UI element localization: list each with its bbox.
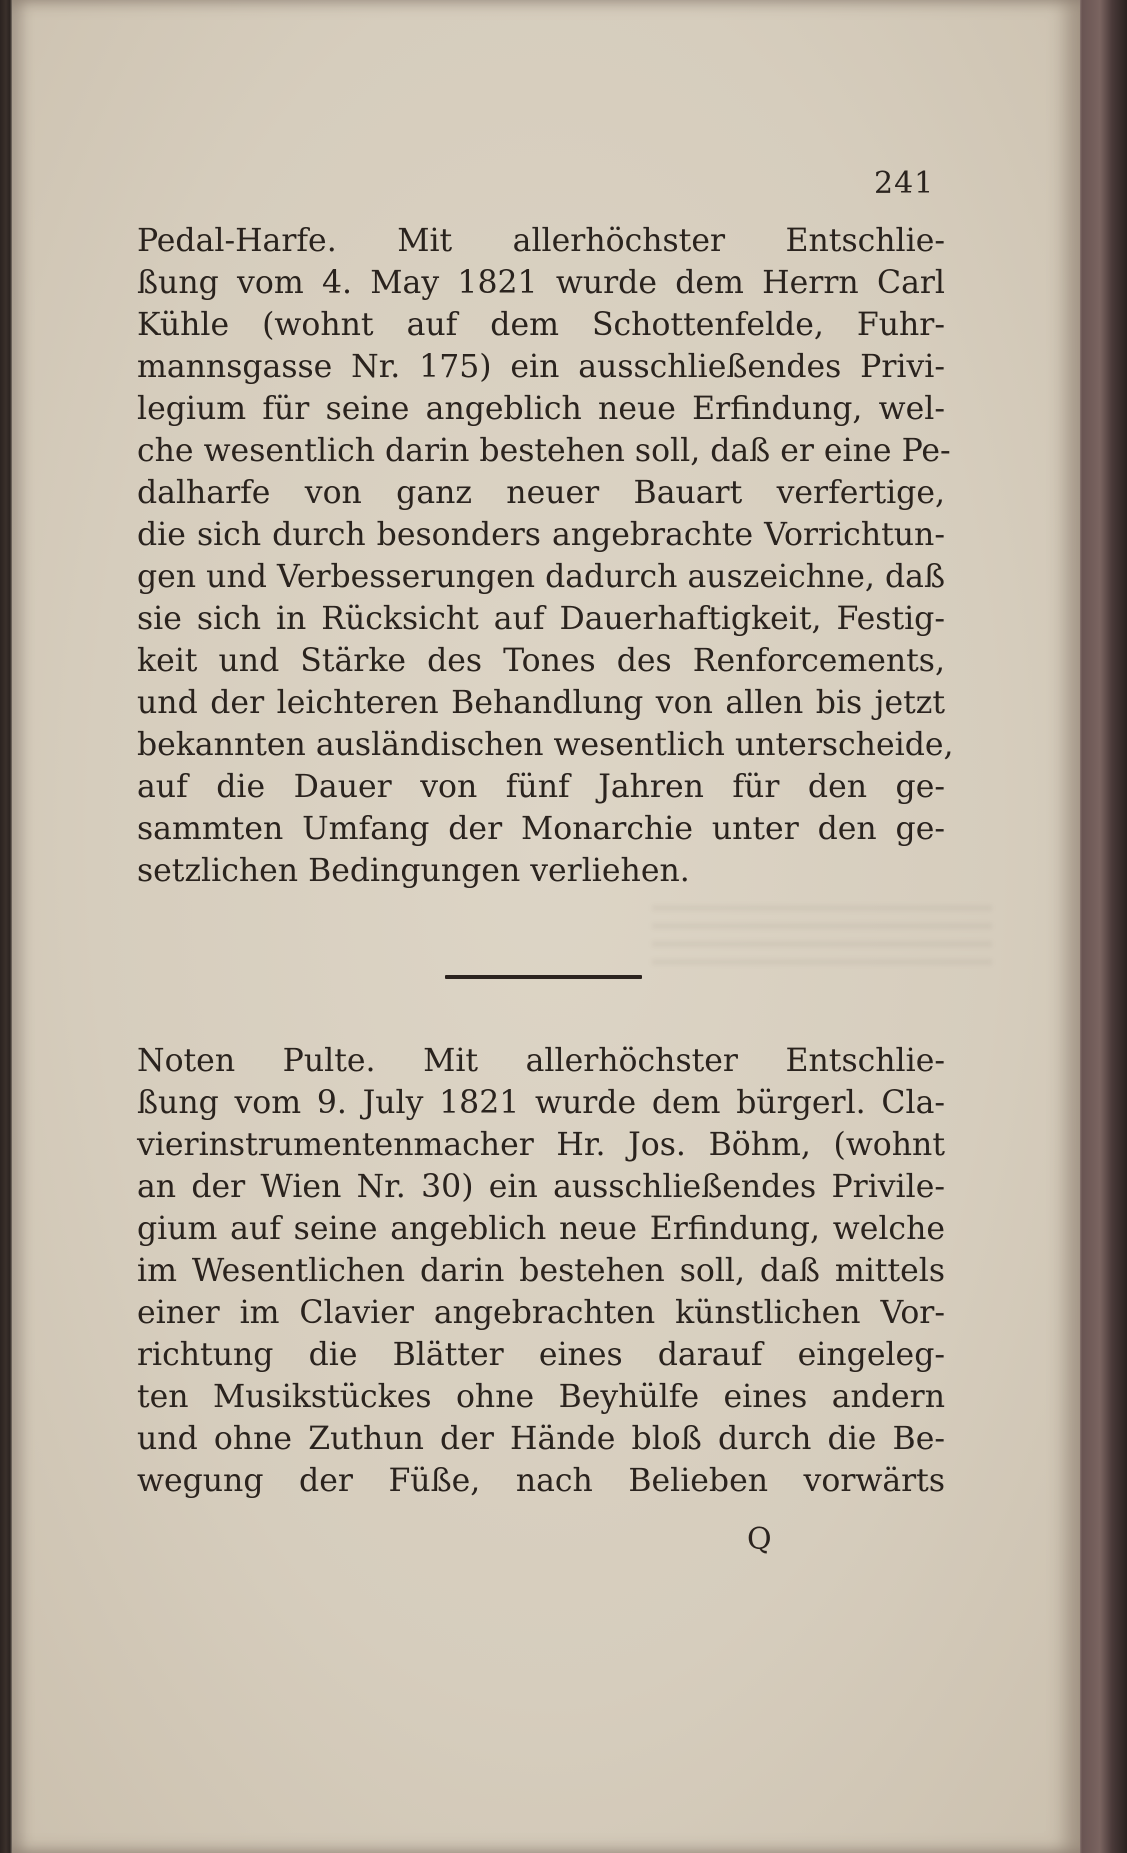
text-line: che wesentlich darin bestehen soll, daß er eine Pe- xyxy=(137,433,951,469)
text-line: sie sich in Rücksicht auf Dauerhaftigkeit, Festig- xyxy=(137,601,945,637)
text-line: und ohne Zuthun der Hände bloß durch die Be- xyxy=(137,1421,945,1457)
text-line: ten Musikstückes ohne Beyhülfe eines andern xyxy=(137,1379,945,1415)
text-line: einer im Clavier angebrachten künstlichen Vor- xyxy=(137,1295,945,1331)
text-line: gen und Verbesserungen dadurch auszeichne, daß xyxy=(137,559,945,595)
text-line: die sich durch besonders angebrachte Vorrichtun- xyxy=(137,517,945,553)
text-line: an der Wien Nr. 30) ein ausschließendes Privile- xyxy=(137,1169,945,1205)
entry-noten-pulte xyxy=(137,1040,945,1502)
text-line: gium auf seine angeblich neue Erfindung, welche xyxy=(137,1211,945,1247)
text-line: im Wesentlichen darin bestehen soll, daß mittels xyxy=(137,1253,945,1289)
text-line: ßung vom 9. July 1821 wurde dem bürgerl. Cla- xyxy=(137,1085,945,1121)
text-line: mannsgasse Nr. 175) ein ausschließendes Privi- xyxy=(137,349,945,385)
text-line: bekannten ausländischen wesentlich unterscheide, xyxy=(137,727,954,763)
text-line: legium für seine angeblich neue Erfindung, wel- xyxy=(137,391,945,427)
text-line: dalharfe von ganz neuer Bauart verfertige, xyxy=(137,475,945,511)
page-number: 241 xyxy=(874,166,935,201)
text-line: ßung vom 4. May 1821 wurde dem Herrn Carl xyxy=(137,265,945,301)
section-divider xyxy=(445,975,642,979)
text-line: Noten Pulte. Mit allerhöchster Entschlie- xyxy=(137,1043,945,1079)
text-line: und der leichteren Behandlung von allen bis jetzt xyxy=(137,685,945,721)
text-line: Kühle (wohnt auf dem Schottenfelde, Fuhr- xyxy=(137,307,945,343)
text-line: wegung der Füße, nach Belieben vorwärts xyxy=(137,1463,945,1499)
text-line: vierinstrumentenmacher Hr. Jos. Böhm, (wohnt xyxy=(137,1127,945,1163)
text-line: auf die Dauer von fünf Jahren für den ge- xyxy=(137,769,945,805)
text-line: setzlichen Bedingungen verliehen. xyxy=(137,853,690,889)
entry-pedal-harfe xyxy=(137,220,954,892)
text-line: sammten Umfang der Monarchie unter den ge- xyxy=(137,811,945,847)
bleed-through-texture xyxy=(652,895,992,965)
page-sheet xyxy=(12,0,1080,1853)
text-line: richtung die Blätter eines darauf eingeleg- xyxy=(137,1337,945,1373)
signature-mark: Q xyxy=(747,1522,772,1557)
text-line: keit und Stärke des Tones des Renforcements, xyxy=(137,643,945,679)
text-line: Pedal-Harfe. Mit allerhöchster Entschlie- xyxy=(137,223,945,259)
